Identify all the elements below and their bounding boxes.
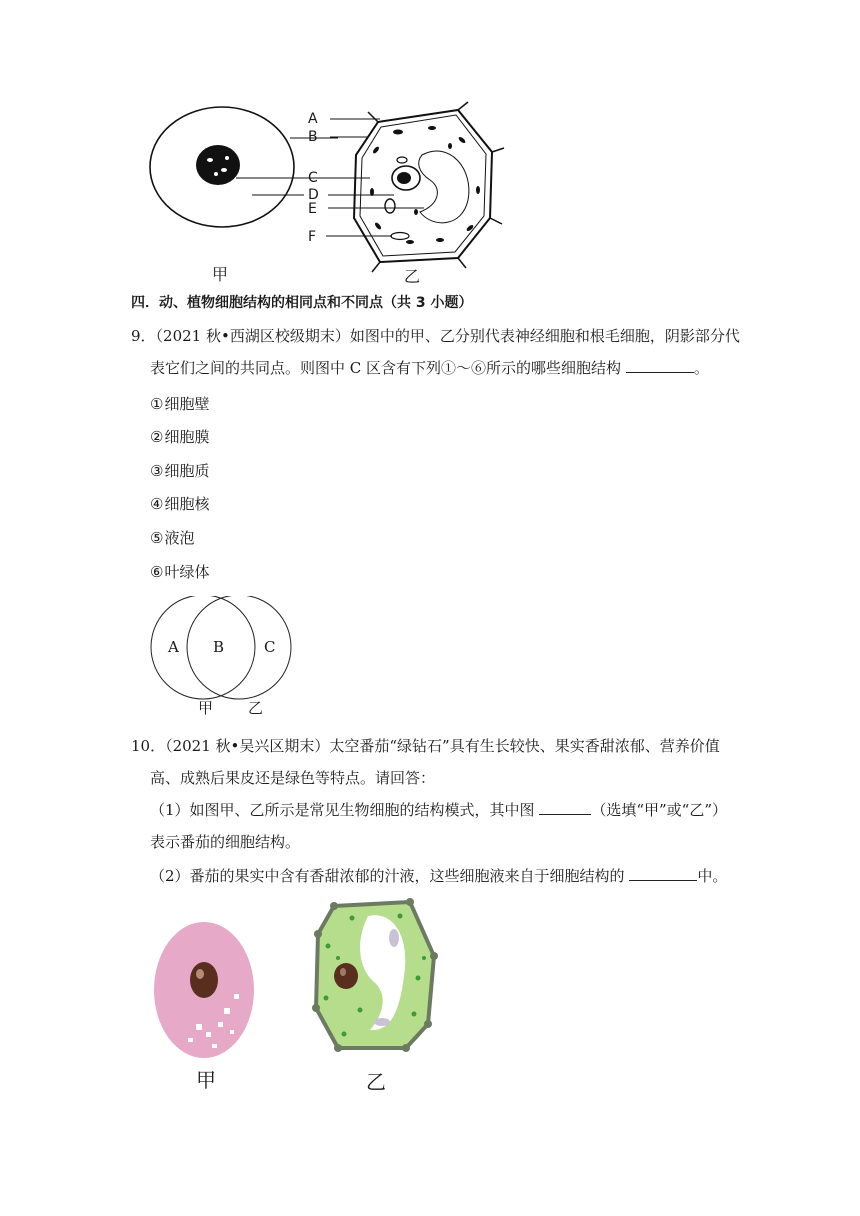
q9-option-1	[150, 394, 209, 414]
q9-option-3-text: 细胞质	[164, 462, 210, 480]
q10-animal-cell	[154, 922, 254, 1058]
q10-line1	[131, 736, 720, 756]
q10-sub1-text-a: （1）如图甲、乙所示是常见生物细胞的结构模式，其中图	[150, 801, 535, 819]
q10-caption-yi: 乙	[366, 1070, 386, 1094]
q9-option-6	[150, 562, 209, 582]
label-d: D	[308, 187, 319, 203]
q10-sub2-blank[interactable]	[629, 866, 697, 881]
q9-number: 9．	[131, 327, 156, 345]
q10-source: （2021 秋•吴兴区期末）	[165, 737, 330, 755]
caption-yi-top: 乙	[404, 267, 421, 286]
q9-source: （2021 秋•西湖区校级期末）	[155, 327, 350, 345]
section-title: 四．动、植物细胞结构的相同点和不同点（共 3 小题）	[131, 295, 473, 311]
animal-cell-nucleus	[196, 145, 240, 185]
label-c: C	[308, 170, 318, 186]
q9-answer-blank[interactable]	[626, 358, 694, 373]
q9-option-2-text: 细胞膜	[164, 428, 210, 446]
venn-region-b: B	[213, 638, 225, 656]
q10-sub1-line1	[150, 800, 727, 820]
q9-option-4	[150, 494, 209, 514]
plant-cell	[326, 102, 504, 272]
q9-option-3-mark: ③	[150, 462, 164, 480]
q9-text-line2: 表它们之间的共同点。则图中 C 区含有下列①～⑥所示的哪些细胞结构	[150, 359, 622, 377]
q9-text-line1: 如图中的甲、乙分别代表神经细胞和根毛细胞，阴影部分代	[349, 327, 740, 345]
q9-option-5-mark: ⑤	[150, 529, 164, 547]
venn-circle-jia	[151, 596, 255, 699]
q10-number: 10．	[131, 737, 166, 755]
venn-caption-yi: 乙	[248, 699, 264, 717]
plant-cell-wall	[354, 110, 492, 262]
q9-line2	[150, 358, 709, 378]
q9-option-1-text: 细胞壁	[164, 395, 210, 413]
plant-cell-vacuole	[419, 151, 469, 223]
q9-option-5	[150, 528, 194, 548]
top-cell-figure	[140, 100, 520, 290]
caption-jia-top: 甲	[212, 265, 229, 284]
q10-cell-figure	[148, 898, 448, 1058]
q9-option-3	[150, 461, 209, 481]
q10-sub2-line	[150, 866, 727, 886]
q10-sub1-blank[interactable]	[539, 800, 591, 815]
q10-caption-jia: 甲	[196, 1068, 216, 1092]
venn-region-a: A	[168, 638, 179, 656]
q10-line2: 高、成熟后果皮还是绿色等特点。请回答：	[150, 769, 436, 787]
q10-plant-nucleus	[334, 963, 358, 989]
q9-option-6-text: 叶绿体	[164, 563, 210, 581]
cell-diagrams-svg	[140, 100, 520, 290]
q9-option-6-mark: ⑥	[150, 563, 164, 581]
q10-cells-svg	[148, 898, 448, 1058]
q10-plant-cell	[312, 898, 438, 1052]
q10-text-line1: 太空番茄“绿钻石”具有生长较快、果实香甜浓郁、营养价值	[329, 737, 720, 755]
label-b: B	[308, 129, 318, 145]
q10-sub2-text-b: 中。	[697, 867, 728, 885]
q9-option-4-text: 细胞核	[164, 495, 210, 513]
q9-option-1-mark: ①	[150, 395, 164, 413]
q9-option-5-text: 液泡	[164, 529, 195, 547]
venn-region-c: C	[264, 638, 276, 656]
q9-line1	[131, 326, 740, 346]
q9-option-2	[150, 427, 209, 447]
label-f: F	[308, 229, 317, 245]
q9-line2-end: 。	[693, 359, 709, 377]
q10-sub1-line2: 表示番茄的细胞结构。	[150, 833, 301, 851]
q10-sub2-text-a: （2）番茄的果实中含有香甜浓郁的汁液，这些细胞液来自于细胞结构的	[150, 867, 625, 885]
label-e: E	[308, 201, 317, 217]
q10-sub1-text-b: （选填“甲”或“乙”）	[591, 801, 728, 819]
venn-caption-jia: 甲	[198, 699, 214, 717]
q9-option-4-mark: ④	[150, 495, 164, 513]
q9-option-2-mark: ②	[150, 428, 164, 446]
label-a: A	[308, 111, 318, 127]
